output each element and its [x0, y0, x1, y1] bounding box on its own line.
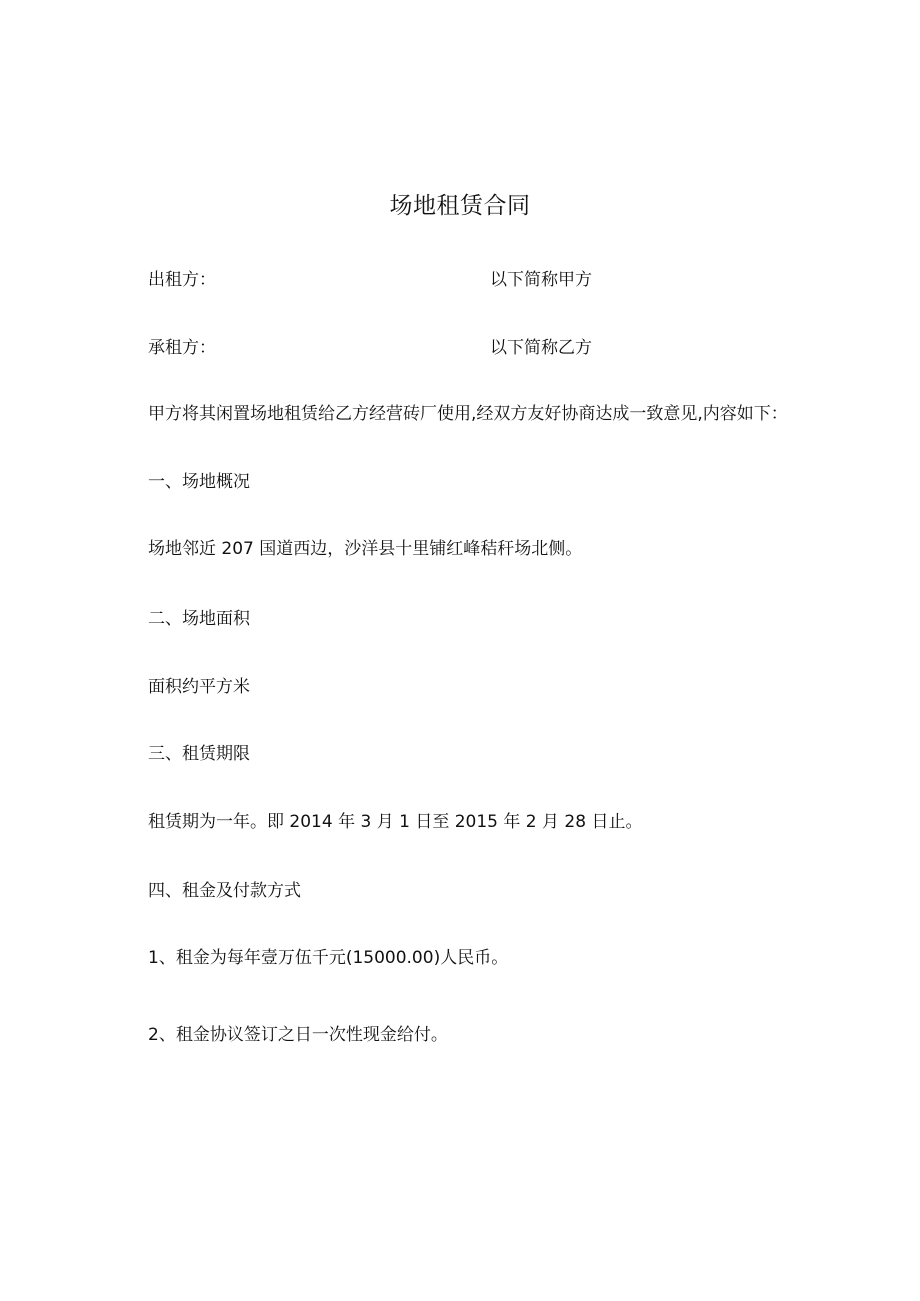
lessee-note: 以下简称乙方	[490, 338, 592, 358]
section-content: 租赁期为一年。即 2014 年 3 月 1 日至 2015 年 2 月 28 日止。	[148, 812, 643, 832]
intro-paragraph: 甲方将其闲置场地租赁给乙方经营砖厂使用,经双方友好协商达成一致意见,内容如下：	[148, 404, 788, 424]
payment-item: 1、租金为每年壹万伍千元(15000.00)人民币。	[148, 948, 509, 968]
section-content: 场地邻近 207 国道西边，沙洋县十里铺红峰秸秆场北侧。	[148, 539, 583, 559]
payment-item: 2、租金协议签订之日一次性现金给付。	[148, 1025, 448, 1045]
document-title: 场地租赁合同	[389, 193, 531, 219]
lessee-label: 承租方：	[148, 338, 216, 358]
lessor-label: 出租方：	[148, 270, 216, 290]
lessor-note: 以下简称甲方	[490, 270, 592, 290]
section-heading: 四、租金及付款方式	[148, 881, 301, 901]
section-heading: 一、场地概况	[148, 472, 250, 492]
section-heading: 三、租赁期限	[148, 744, 250, 764]
section-heading: 二、场地面积	[148, 609, 250, 629]
section-content: 面积约平方米	[148, 677, 250, 697]
